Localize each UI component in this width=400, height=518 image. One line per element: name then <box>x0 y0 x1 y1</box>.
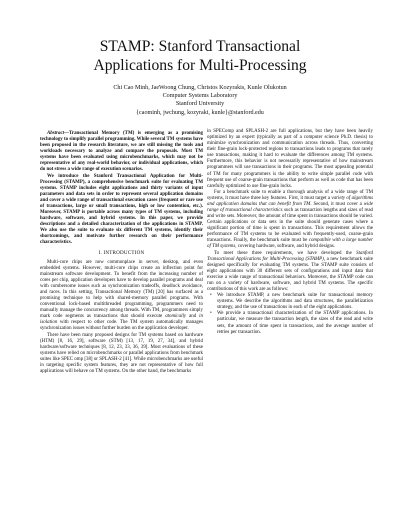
author-block <box>0 84 400 117</box>
title-line-1: STAMP: Stanford Transactional <box>99 38 301 55</box>
author-emails: {caominh, jwchung, kozyraki, kunle}@stanford.edu <box>136 109 264 116</box>
affiliation-lab: Computer Systems Laboratory <box>162 93 238 100</box>
intro-paragraph-1: Multi-core chips are now commonplace in server, desktop, and even embedded systems. However, multi-core chips create an inflection point for mainstream software development. To benefit from the increasing number of cores per chip, application developers have to develop parallel programs and deal with cumbersome issues such as synchronization tradeoffs, deadlock avoidance, and races. In this setting, Transactional Memory (TM) [20] has surfaced as a promising technique to help with shared-memory parallel programs. With conventional lock-based multithreaded programming, programmers need to manually manage the concurrency among threads. With TM, programmers simply mark code segments as transactions that should execute atomically and in isolation with respect to other code. The TM system automatically manages synchronization issues without further burden on the application developer. <box>40 259 204 332</box>
section-heading-introduction: I. INTRODUCTION <box>98 250 145 257</box>
contributions-list <box>207 293 373 336</box>
abstract-paragraph-1: Transactional Memory (TM) is emerging as a promising technology to simplify parallel programming. While several TM systems have been proposed in the research literature, we are still missing the tools and workloads necessary to analyze and compare the proposals. Most TM systems have been evaluated using microbenchmarks, which may not be representative of any real-world behavior, or individual applications, which do not stress a wide range of execution scenarios. <box>40 131 203 173</box>
left-column <box>40 131 203 375</box>
author-names: Chi Cao Minh, JaeWoong Chung, Christos Kozyrakis, Kunle Olukotun <box>113 85 287 91</box>
title-line-2: Applications for Multi-Processing <box>93 57 307 74</box>
contribution-item: • We provide a transactional characterization of the STAMP applications. In particular, we measure the transaction length, the sizes of the read and write sets, the amount of time spent in transactions, and the average number of retries per transaction. <box>217 311 373 335</box>
intro-paragraph-5: To meet these three requirements, we have developed the Stanford Transactional Applications for Multi-Processing (STAMP), a new benchmark suite designed specifically for evaluating TM systems. The STAMP suite consists of eight applications with 30 different sets of configurations and input data that exercise a wide range of transactional behaviors. Moreover, the STAMP code can run on a variety of hardware, software, and hybrid TM systems. The specific contributions of this work are as follows: <box>207 250 373 293</box>
affiliation-university: Stanford University <box>175 101 225 108</box>
right-column <box>207 129 373 336</box>
abstract <box>40 131 203 246</box>
intro-paragraph-4: For a benchmark suite to enable a thorough analysis of a wide range of TM systems, it must have three key features. First, it must target a variety of algorithms and application domains that can benefit from TM. Second, it must cover a wide range of transactional characteristics such as transaction lengths and sizes of read and write sets. Moreover, the amount of time spent in transactions should be varied. Certain applications or data sets in the suite should generate cases where a significant portion of time is spent in transactions. This requirement allows the performance of TM systems to be evaluated with frequently-used, coarse-grain transactions. Finally, the benchmark suite must be compatible with a large number of TM systems, covering hardware, software, and hybrid designs. <box>207 189 374 250</box>
abstract-paragraph-2: We introduce the Stanford Transactional Application for Multi-Processing (STAMP), a comprehensive benchmark suite for evaluating TM systems. STAMP includes eight applications and thirty variants of input parameters and data sets in order to represent several application domains and cover a wide range of transactional execution cases (frequent or rare use of transactions, large or small transactions, high or low contention, etc.). Moreover, STAMP is portable across many types of TM systems, including hardware, software, and hybrid systems. In this paper, we provide descriptions and a detailed characterization of the applications in STAMP. We also use the suite to evaluate six different TM systems, identify their shortcomings, and motivate further research on their performance characteristics. <box>40 173 203 246</box>
contribution-item: • We introduce STAMP, a new benchmark suite for transactional memory systems. We describe the algorithms and data structures, the parallelization strategy, and the use of transactions in each of the eight applications. <box>217 293 373 311</box>
intro-paragraph-3: in SPEComp and SPLASH-2 are full applications, but they have been heavily optimized by an expert (typically as part of a computer science Ph.D. thesis) to minimize synchronization and communication across threads. Thus, converting their fine-grain lock-protected regions to transactions leads to programs that rarely use transactions, making it hard to evaluate the differences among TM systems. Furthermore, this behavior is not necessarily representative of how mainstream programmers will use transactions in their programs. The most appealing potential of TM for many programmers is the ability to write simple parallel code with frequent use of coarse-grain transactions that perform as well as code that has been carefully optimized to use fine-grain locks. <box>207 129 373 189</box>
abstract-label: Abstract— <box>47 131 69 136</box>
intro-paragraph-2: There have been many proposed designs for TM systems based on hardware (HTM) [8, 16, 29], software (STM) [13, 17, 19, 27, 34], and hybrid hardware/software techniques [8, 12, 23, 33, 36, 39]. Most evaluations of these systems have relied on microbenchmarks or parallel applications from benchmark suites like SPEC omp [38] or SPLASH-2 [41]. While microbenchmarks are useful in targeting specific system features, they are not representative of how full applications will behave on TM systems. On the other hand, the benchmarks <box>40 332 203 374</box>
paper-title <box>0 37 400 75</box>
